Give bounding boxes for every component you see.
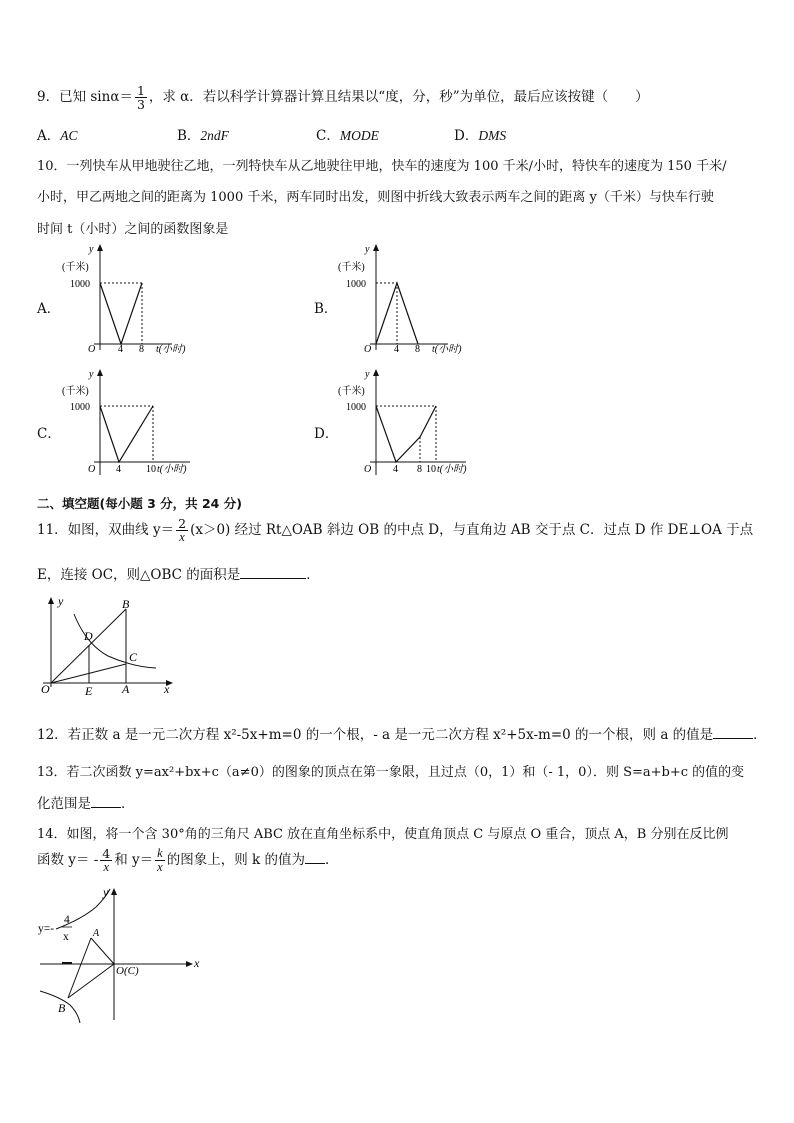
tick-4: 4 xyxy=(394,344,399,355)
label-y: y xyxy=(58,594,64,608)
tick-4: 4 xyxy=(118,344,123,355)
q10-graph-d xyxy=(336,365,486,485)
graph-line xyxy=(376,406,436,462)
yval-label: 1000 xyxy=(346,279,366,290)
q14-line-2: 函数 y＝ - $\frac{4}{x}$ 和 y＝ $\frac{k}{x}$ 的图象上，则 k 的值为 ． xyxy=(37,846,339,875)
t-label: t(小时) xyxy=(432,344,462,355)
q14-figure xyxy=(36,885,206,1025)
segment-CA xyxy=(91,938,114,964)
label-B: B xyxy=(122,597,130,611)
y-arrow xyxy=(48,597,54,604)
q9-option-b[interactable]: B．2ndF xyxy=(177,128,229,144)
q10-graph-b xyxy=(336,240,486,360)
q12-line: 12．若正数 a 是一元二次方程 x²-5x+m=0 的一个根，- a 是一元二次方程 x²+5x-m=0 的一个根，则 a 的值是 ． xyxy=(37,727,767,743)
y-label: y xyxy=(365,244,370,255)
y-arrow xyxy=(111,888,117,895)
q10-line-1: 10．一列快车从甲地驶往乙地，一列特快车从乙地驶往甲地，快车的速度为 100 千米/小时，特快车的速度为 150 千米/ xyxy=(37,159,727,174)
q13-answer-blank[interactable] xyxy=(91,795,121,808)
graph-line xyxy=(100,406,153,462)
graph-line xyxy=(100,283,142,344)
q13-line-1: 13．若二次函数 y=ax²+bx+c（a≠0）的图象的顶点在第一象限，且过点（0，1）和（- 1，0）．则 S=a+b+c 的值的变 xyxy=(37,765,745,780)
q14-answer-blank[interactable] xyxy=(305,851,325,864)
q9-option-a[interactable]: A．AC xyxy=(37,128,78,144)
q10-option-c-label[interactable]: C． xyxy=(37,426,61,442)
y-arrow xyxy=(373,369,379,376)
label-x: x xyxy=(194,956,200,970)
unit-label: (千米) xyxy=(338,386,365,397)
label-A: A xyxy=(122,682,130,696)
label-B: B xyxy=(58,1001,66,1015)
q10-line-2: 小时，甲乙两地之间的距离为 1000 千米，两车同时出发，则图中折线大致表示两车之间的距离 y（千米）与快车行驶 xyxy=(37,190,714,205)
y-label: y xyxy=(365,369,370,380)
tick-8: 8 xyxy=(139,344,144,355)
y-arrow xyxy=(97,369,103,376)
q10-option-a-label[interactable]: A． xyxy=(37,301,61,317)
q11-answer-blank[interactable] xyxy=(240,566,306,579)
q10-line-3: 时间 t（小时）之间的函数图象是 xyxy=(37,222,229,237)
t-label: t(小时) xyxy=(437,464,467,475)
label-E: E xyxy=(85,684,93,698)
unit-label: (千米) xyxy=(62,386,89,397)
q10-option-b-label[interactable]: B． xyxy=(314,301,338,317)
origin-label: O xyxy=(364,344,372,355)
unit-label: (千米) xyxy=(338,262,365,273)
yval-label: 1000 xyxy=(70,402,90,413)
label-y: y xyxy=(103,885,109,899)
q9-option-d[interactable]: D．DMS xyxy=(454,128,507,144)
unit-label: (千米) xyxy=(62,262,89,273)
q9-option-c[interactable]: C．MODE xyxy=(316,128,379,144)
q10-graph-a xyxy=(60,240,210,360)
y-label: y xyxy=(89,244,94,255)
q14-line-1: 14．如图，将一个含 30°角的三角尺 ABC 放在直角坐标系中，使直角顶点 C 与原点 O 重合，顶点 A，B 分别在反比例 xyxy=(37,827,729,842)
q11-fraction: $\frac{2}{x}$ xyxy=(178,516,187,545)
tick-10: 10 xyxy=(426,464,436,475)
label-x: x xyxy=(164,682,170,696)
y-arrow xyxy=(97,244,103,251)
eq-den: x xyxy=(63,931,69,943)
tick-10: 10 xyxy=(146,464,156,475)
tick-4: 4 xyxy=(393,464,398,475)
tick-8: 8 xyxy=(417,464,422,475)
y-label: y xyxy=(89,369,94,380)
x-arrow xyxy=(186,961,193,967)
t-label: t(小时) xyxy=(157,464,187,475)
label-C: C xyxy=(129,650,138,664)
label-A: A xyxy=(93,928,100,939)
q14-fraction-1: $\frac{4}{x}$ xyxy=(102,846,111,875)
q9-fraction: $\frac{1}{3}$ xyxy=(136,83,145,113)
eq-y: y=- xyxy=(38,923,55,935)
q10-graph-c xyxy=(60,365,210,485)
q13-line-2: 化范围是 ． xyxy=(37,796,135,812)
yval-label: 1000 xyxy=(346,402,366,413)
origin-label: O xyxy=(88,464,96,475)
q11-figure xyxy=(38,592,188,700)
q11-line-1: 11．如图，双曲线 y＝ $\frac{2}{x}$ (x＞0) 经过 Rt△OAB 斜边 OB 的中点 D，与直角边 AB 交于点 C．过点 D 作 DE⊥OA 于点 xyxy=(37,516,754,545)
tick-4: 4 xyxy=(116,464,121,475)
origin-label: O xyxy=(88,344,96,355)
eq-num: 4 xyxy=(64,914,70,926)
q9-line xyxy=(37,84,649,111)
q12-answer-blank[interactable] xyxy=(713,726,753,739)
q9-pre: 9．已知 sinα＝ xyxy=(37,89,133,106)
q14-fraction-2: $\frac{k}{x}$ xyxy=(157,846,163,875)
tick-8: 8 xyxy=(415,344,420,355)
t-label: t(小时) xyxy=(156,344,186,355)
q9-post: ，求 α．若以科学计算器计算且结果以“度，分，秒”为单位，最后应该按键（ ） xyxy=(148,89,649,106)
y-arrow xyxy=(373,244,379,251)
label-O: O xyxy=(41,682,50,696)
yval-label: 1000 xyxy=(70,279,90,290)
origin-label: O xyxy=(364,464,372,475)
q11-line-2: E，连接 OC，则△OBC 的面积是 ． xyxy=(37,567,320,583)
label-OC: O(C) xyxy=(116,965,139,977)
label-D: D xyxy=(84,629,93,643)
section-2-title: 二、填空题(每小题 3 分，共 24 分) xyxy=(37,496,242,511)
q10-option-d-label[interactable]: D． xyxy=(314,426,339,442)
